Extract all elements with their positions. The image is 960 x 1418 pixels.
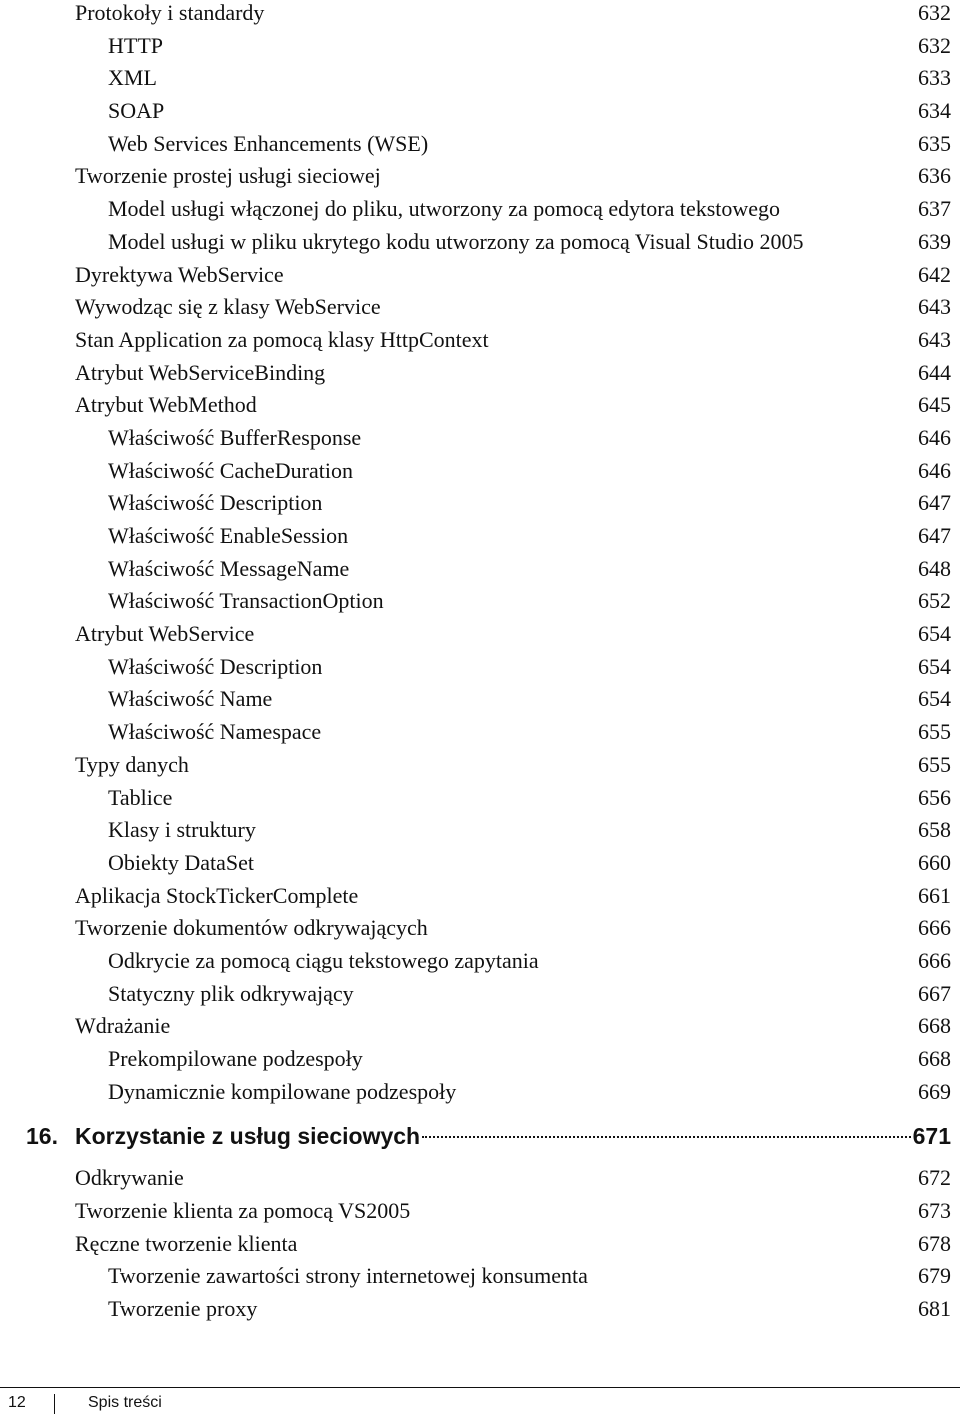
- toc-entry-page: 648: [918, 555, 951, 581]
- toc-entry[interactable]: [0, 392, 960, 425]
- toc-entry-page: 632: [918, 32, 951, 58]
- toc-entry-title: Tworzenie klienta za pomocą VS2005: [75, 1198, 411, 1224]
- toc-entry-title: Ręczne tworzenie klienta: [75, 1230, 298, 1256]
- toc-entry-title: Web Services Enhancements (WSE): [108, 130, 429, 156]
- toc-entry-page: 646: [918, 424, 951, 450]
- toc-entry[interactable]: [0, 458, 960, 491]
- toc-entry-page: 633: [918, 65, 951, 91]
- toc-entry-title: XML: [108, 65, 157, 91]
- toc-entry-page: 645: [918, 392, 951, 418]
- toc-entry[interactable]: [0, 65, 960, 98]
- toc-entry-title: Właściwość Description: [108, 490, 323, 516]
- toc-entry[interactable]: [0, 850, 960, 883]
- toc-entry-page: 652: [918, 588, 951, 614]
- toc-entry-title: Model usługi włączonej do pliku, utworzony za pomocą edytora tekstowego: [108, 196, 781, 222]
- toc-entry-page: 678: [918, 1230, 951, 1256]
- toc-entry-page: 654: [918, 621, 951, 647]
- toc-entry[interactable]: [0, 98, 960, 131]
- toc-entry-page: 679: [918, 1263, 951, 1289]
- toc-entry-title: Właściwość MessageName: [108, 555, 350, 581]
- toc-entry-page: 647: [918, 523, 951, 548]
- toc-entry-title: Obiekty DataSet: [108, 849, 255, 875]
- toc-entry[interactable]: [0, 0, 960, 33]
- toc-entry-page: 632: [918, 0, 951, 25]
- chapter-title: Korzystanie z usług sieciowych: [75, 1123, 421, 1150]
- toc-entry-title: Tworzenie dokumentów odkrywających: [75, 915, 428, 941]
- toc-entry[interactable]: [0, 425, 960, 458]
- toc-entry[interactable]: [0, 1046, 960, 1079]
- toc-entry-title: Tworzenie zawartości strony internetowej konsumenta: [108, 1263, 588, 1289]
- toc-entry[interactable]: [0, 915, 960, 948]
- toc-entry-page: 669: [918, 1078, 951, 1104]
- toc-entry-title: Prekompilowane podzespoły: [108, 1046, 363, 1071]
- toc-entry-title: Właściwość BufferResponse: [108, 424, 362, 450]
- toc-entry[interactable]: [0, 1079, 960, 1112]
- toc-entry[interactable]: [0, 163, 960, 196]
- toc-entries-after: [0, 1165, 960, 1328]
- toc-entry-page: 646: [918, 457, 951, 483]
- toc-entry-title: Statyczny plik odkrywający: [108, 980, 354, 1006]
- chapter-page: 671: [912, 1123, 951, 1150]
- toc-entry-page: 666: [918, 947, 951, 973]
- toc-entry-title: Dynamicznie kompilowane podzespoły: [108, 1078, 457, 1104]
- toc-entry-page: 661: [918, 882, 951, 908]
- toc-entry-page: 654: [918, 686, 951, 712]
- toc-entry-page: 647: [918, 490, 951, 516]
- toc-entry-page: 636: [918, 163, 951, 189]
- toc-entry-page: 667: [918, 980, 951, 1006]
- toc-entry[interactable]: [0, 523, 960, 556]
- toc-entry-title: Tablice: [108, 784, 173, 810]
- toc-entry[interactable]: [0, 654, 960, 687]
- toc-entry[interactable]: [0, 556, 960, 589]
- toc-entry-title: Tworzenie proxy: [108, 1296, 258, 1322]
- toc-entry-title: Dyrektywa WebService: [75, 261, 284, 287]
- toc-entry[interactable]: [0, 1165, 960, 1198]
- toc-entry[interactable]: [0, 229, 960, 262]
- toc-entry[interactable]: [0, 262, 960, 295]
- toc-entry-title: Model usługi w pliku ukrytego kodu utworzony za pomocą Visual Studio 2005: [108, 228, 804, 254]
- toc-entry[interactable]: [0, 490, 960, 523]
- toc-entry-page: 656: [918, 784, 951, 810]
- toc-entry-page: 635: [918, 130, 951, 156]
- toc-entry-title: Atrybut WebMethod: [75, 392, 257, 418]
- toc-entry[interactable]: [0, 131, 960, 164]
- toc-entry-title: Tworzenie prostej usługi sieciowej: [75, 163, 381, 189]
- toc-entry-page: 666: [918, 915, 951, 941]
- footer-section-name: Spis treści: [88, 1394, 162, 1411]
- toc-entry-page: 660: [918, 849, 951, 875]
- toc-entry[interactable]: [0, 294, 960, 327]
- chapter-title-row: [75, 1121, 951, 1151]
- toc-entry[interactable]: [0, 883, 960, 916]
- toc-entry-title: Właściwość Description: [108, 653, 323, 679]
- toc-entry-title: Właściwość TransactionOption: [108, 588, 384, 614]
- toc-entry[interactable]: [0, 686, 960, 719]
- toc-entry[interactable]: [0, 1231, 960, 1264]
- toc-entry[interactable]: [0, 327, 960, 360]
- toc-entry-title: Stan Application za pomocą klasy HttpContext: [75, 326, 489, 352]
- toc-entry-page: 668: [918, 1013, 951, 1039]
- toc-entry-title: Typy danych: [75, 751, 189, 777]
- toc-entry[interactable]: [0, 752, 960, 785]
- page-footer: [0, 1387, 960, 1418]
- toc-entry[interactable]: [0, 1013, 960, 1046]
- toc-entry-page: 655: [918, 751, 951, 777]
- toc-entry-page: 639: [918, 228, 951, 254]
- toc-entry-page: 642: [918, 261, 951, 287]
- toc-entry-page: 634: [918, 98, 951, 124]
- toc-entry-page: 643: [918, 326, 951, 352]
- toc-entry-page: 681: [918, 1296, 951, 1322]
- toc-entry-page: 644: [918, 359, 951, 385]
- toc-entry[interactable]: [0, 1296, 960, 1329]
- toc-entry-title: Właściwość Namespace: [108, 719, 322, 745]
- toc-entry[interactable]: [0, 1263, 960, 1296]
- toc-entry-page: 655: [918, 719, 951, 745]
- toc-entry-title: Klasy i struktury: [108, 817, 256, 843]
- toc-entry-page: 637: [918, 196, 951, 222]
- toc-entry-title: Odkrywanie: [75, 1165, 184, 1191]
- toc-entry-page: 654: [918, 653, 951, 679]
- toc-entry-page: 658: [918, 817, 951, 843]
- toc-entry-title: Aplikacja StockTickerComplete: [75, 882, 359, 908]
- footer-page-number: 12: [8, 1394, 26, 1411]
- toc-entry-page: 672: [918, 1165, 951, 1191]
- toc-entry-title: Atrybut WebServiceBinding: [75, 359, 326, 385]
- toc-entry[interactable]: [0, 1198, 960, 1231]
- toc-entry-title: Wywodząc się z klasy WebService: [75, 294, 381, 320]
- toc-entry-title: SOAP: [108, 98, 165, 124]
- toc-entry-title: Atrybut WebService: [75, 621, 255, 647]
- toc-entry-title: Wdrażanie: [75, 1013, 171, 1039]
- toc-entry[interactable]: [0, 588, 960, 621]
- toc-entry-page: 643: [918, 294, 951, 320]
- toc-entry-title: Właściwość Name: [108, 686, 273, 712]
- toc-entry[interactable]: [0, 719, 960, 752]
- toc-entry[interactable]: [0, 981, 960, 1014]
- toc-entry[interactable]: [0, 621, 960, 654]
- toc-entry-page: 673: [918, 1198, 951, 1224]
- toc-entry-title: Właściwość EnableSession: [108, 523, 349, 548]
- chapter-dot-leader: [422, 1136, 911, 1138]
- toc-entry-title: Protokoły i standardy: [75, 0, 265, 25]
- toc-entry[interactable]: [0, 948, 960, 981]
- chapter-number: 16.: [26, 1123, 58, 1150]
- chapter-heading[interactable]: [0, 1121, 960, 1165]
- toc-entry[interactable]: [0, 360, 960, 393]
- toc-entry-title: HTTP: [108, 32, 163, 58]
- toc-entry[interactable]: [0, 817, 960, 850]
- toc-entry-title: Właściwość CacheDuration: [108, 457, 353, 483]
- toc-entry[interactable]: [0, 785, 960, 818]
- toc-entry[interactable]: [0, 33, 960, 66]
- footer-separator: [54, 1394, 55, 1414]
- toc-entry-page: 668: [918, 1046, 951, 1071]
- toc-entry[interactable]: [0, 196, 960, 229]
- toc-entry-title: Odkrycie za pomocą ciągu tekstowego zapytania: [108, 947, 539, 973]
